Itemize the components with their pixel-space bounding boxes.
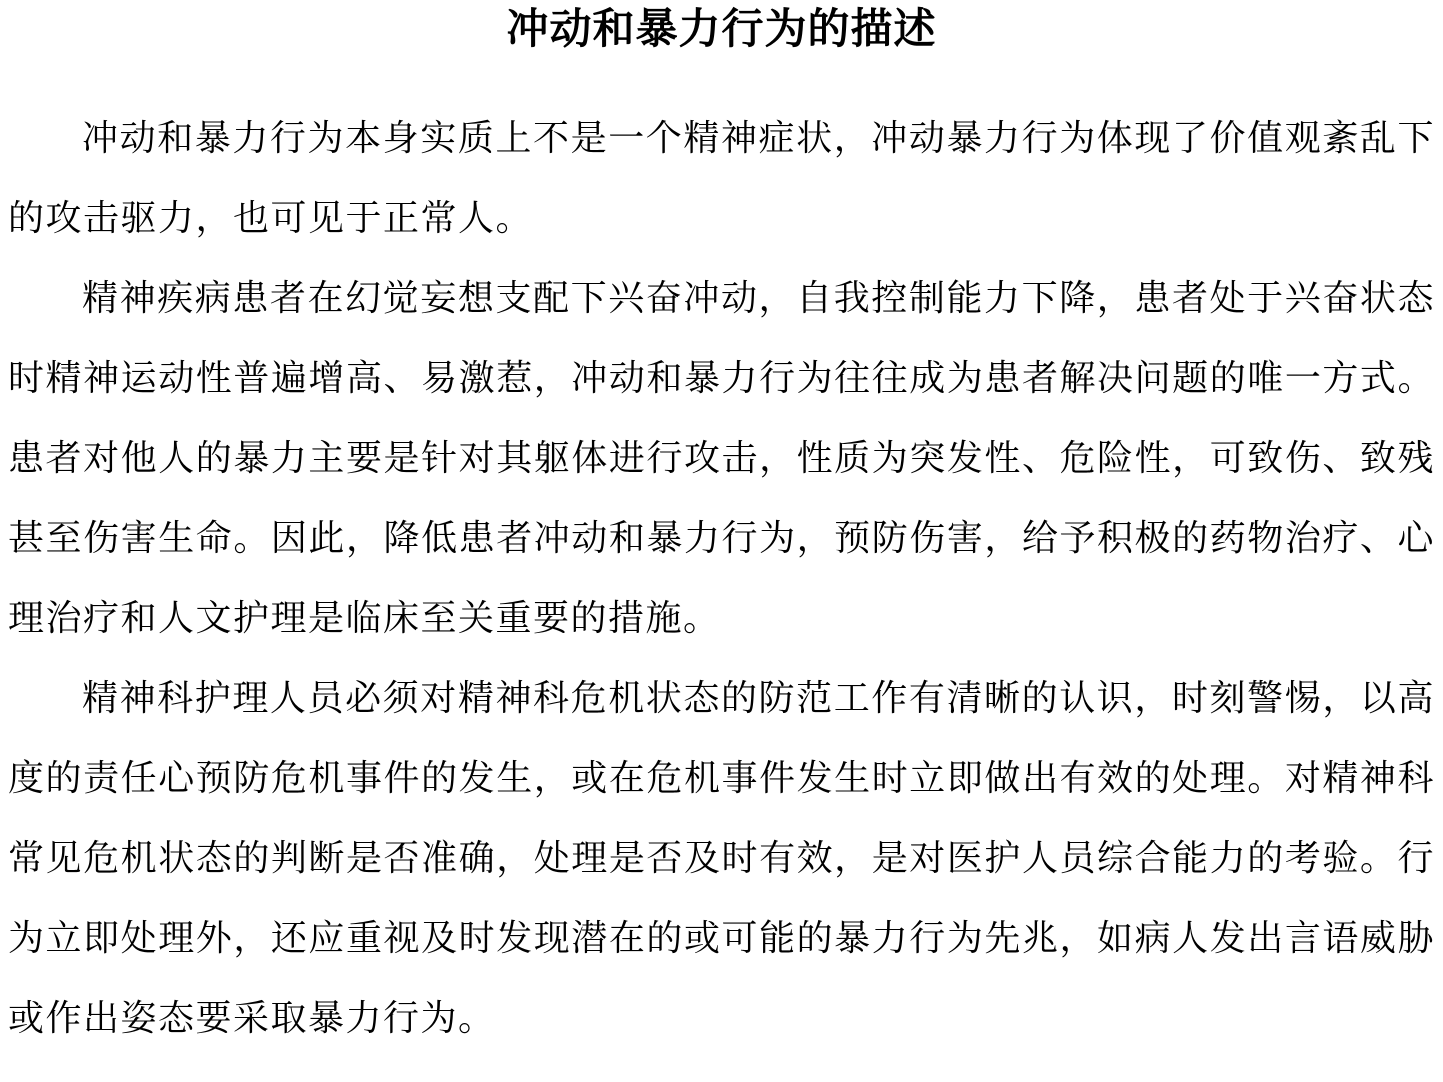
paragraph-3: 精神科护理人员必须对精神科危机状态的防范工作有清晰的认识，时刻警惕，以高度的责任心预防危机事件的发生，或在危机事件发生时立即做出有效的处理。对精神科常见危机状态的判断是否准确，处理是否及时有效，是对医护人员综合能力的考验。行为立即处理外，还应重视及时发现潜在的或可能的暴力行为先兆，如病人发出言语威胁或作出姿态要采取暴力行为。 [8, 678, 1435, 1039]
paragraph-1: 冲动和暴力行为本身实质上不是一个精神症状，冲动暴力行为体现了价值观紊乱下的攻击驱力，也可见于正常人。 [8, 118, 1435, 239]
document-title: 冲动和暴力行为的描述 [506, 7, 937, 53]
document-body [0, 98, 1443, 1058]
paragraph-2: 精神疾病患者在幻觉妄想支配下兴奋冲动，自我控制能力下降，患者处于兴奋状态时精神运动性普遍增高、易激惹，冲动和暴力行为往往成为患者解决问题的唯一方式。患者对他人的暴力主要是针对其躯体进行攻击，性质为突发性、危险性，可致伤、致残甚至伤害生命。因此，降低患者冲动和暴力行为，预防伤害，给予积极的药物治疗、心理治疗和人文护理是临床至关重要的措施。 [8, 278, 1435, 639]
